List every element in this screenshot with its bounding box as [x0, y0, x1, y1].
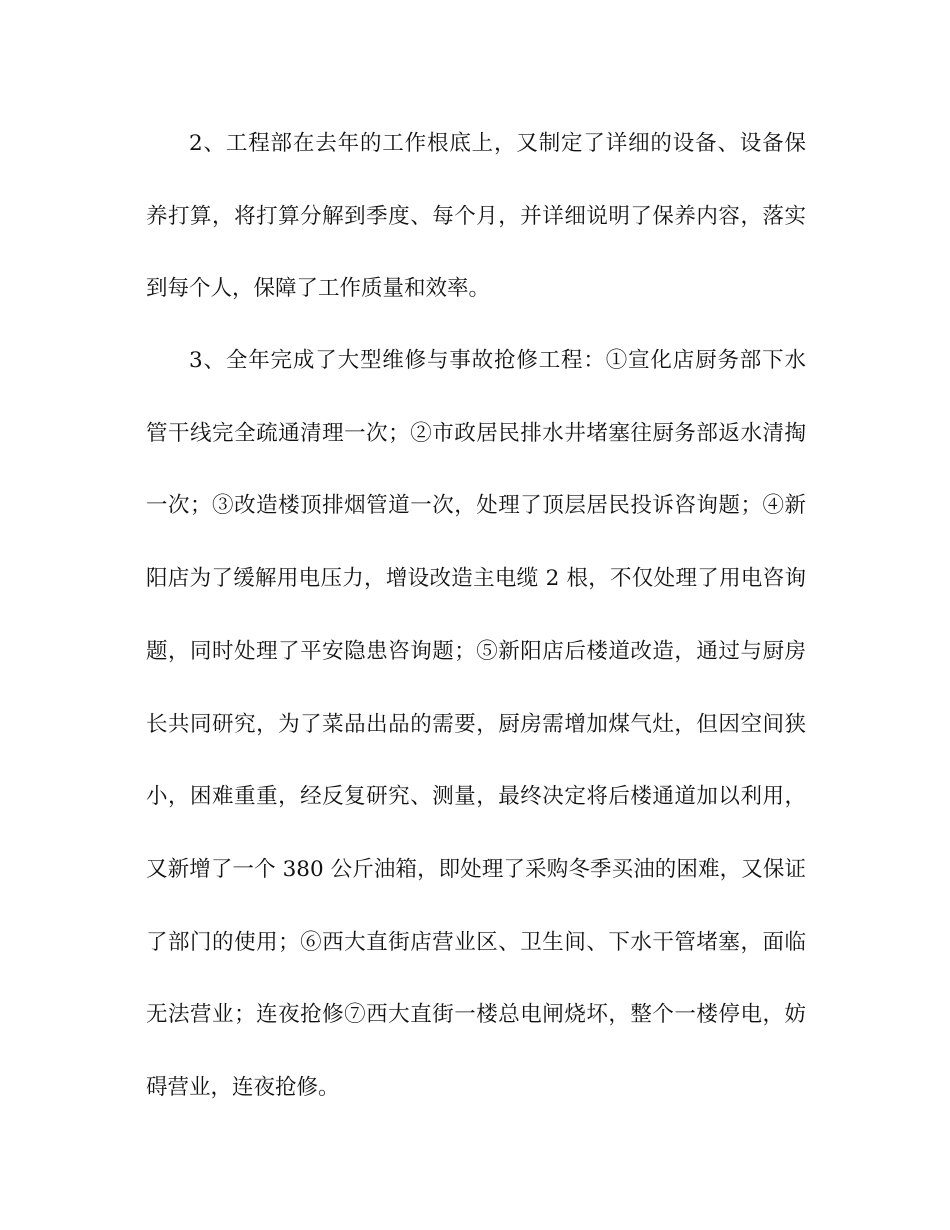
- paragraph-repair-projects: [146, 325, 806, 1125]
- paragraph-line: 到每个人，保障了工作质量和效率。: [146, 276, 491, 302]
- paragraph-line: 3、全年完成了大型维修与事故抢修工程：①宣化店厨务部下水: [189, 348, 806, 373]
- paragraph-line: 又新增了一个 380 公斤油箱，即处理了采购冬季买油的困难，又保证: [146, 856, 806, 882]
- paragraph-line: 管干线完全疏通清理一次；②市政居民排水井堵塞往厨务部返水清掏: [146, 420, 806, 446]
- paragraph-line: 阳店为了缓解用电压力，增设改造主电缆 2 根，不仅处理了用电咨询: [146, 566, 806, 592]
- paragraph-line: 一次；③改造楼顶排烟管道一次，处理了顶层居民投诉咨询题；④新: [146, 493, 806, 519]
- paragraph-line: 2、工程部在去年的工作根底上，又制定了详细的设备、设备保: [189, 131, 806, 156]
- paragraph-line: 了部门的使用；⑥西大直街店营业区、卫生间、下水干管堵塞，面临: [146, 929, 806, 955]
- paragraph-engineering-plan: [146, 108, 806, 326]
- paragraph-line: 题，同时处理了平安隐患咨询题；⑤新阳店后楼道改造，通过与厨房: [146, 638, 806, 664]
- paragraph-line: 养打算，将打算分解到季度、每个月，并详细说明了保养内容，落实: [146, 203, 806, 229]
- paragraph-line: 碍营业，连夜抢修。: [146, 1075, 340, 1101]
- paragraph-line: 长共同研究，为了菜品出品的需要，厨房需增加煤气灶，但因空间狭: [146, 711, 806, 737]
- paragraph-line: 小，困难重重，经反复研究、测量，最终决定将后楼通道加以利用，: [146, 784, 806, 810]
- paragraph-line: 无法营业；连夜抢修⑦西大直街一楼总电闸烧坏，整个一楼停电，妨: [146, 1002, 806, 1028]
